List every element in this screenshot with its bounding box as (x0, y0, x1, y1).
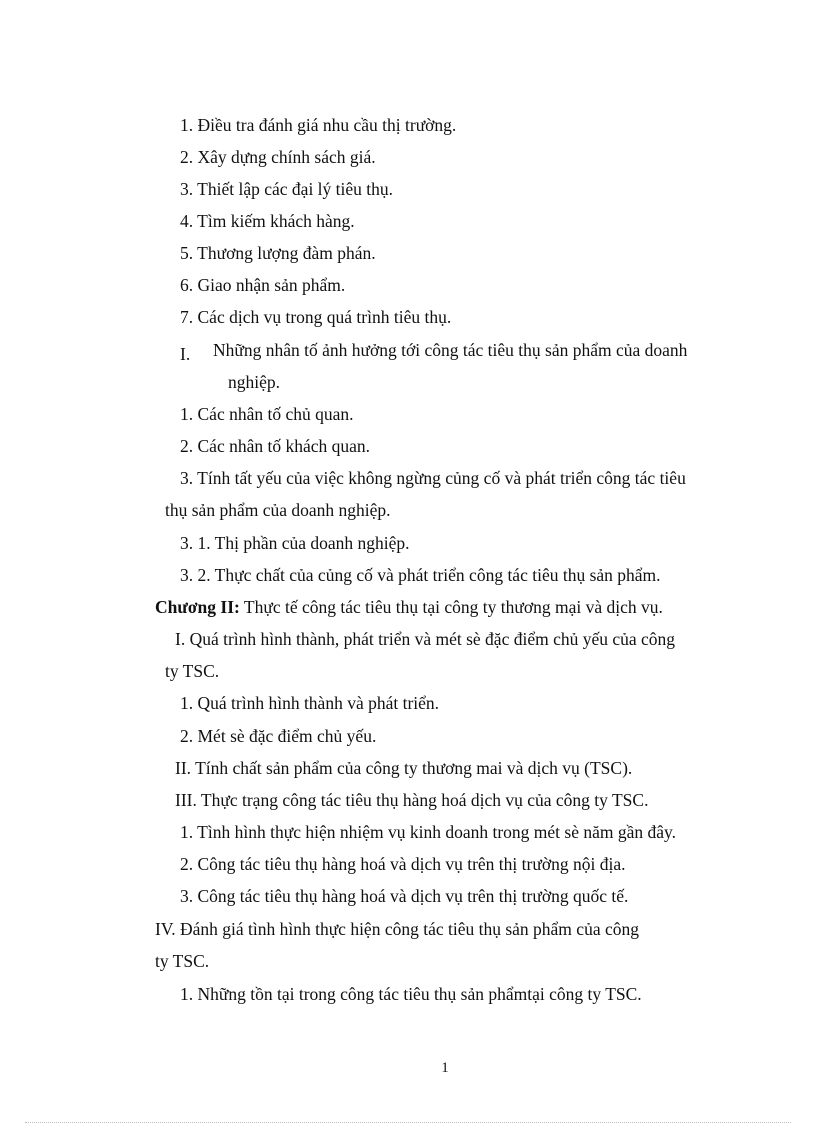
toc-item: 5. Thương lượng đàm phán. (180, 243, 376, 263)
toc-item: 2. Xây dựng chính sách giá. (180, 147, 376, 167)
section-heading: III. Thực trạng công tác tiêu thụ hàng hoá dịch vụ của công ty TSC. (175, 790, 649, 810)
section-heading: I. Quá trình hình thành, phát triển và mét sè đặc điểm chủ yếu của công (175, 629, 676, 649)
section-heading: IV. Đánh giá tình hình thực hiện công tác tiêu thụ sản phẩm của công (155, 919, 639, 939)
section-heading-continued: ty TSC. (165, 661, 220, 681)
toc-subitem: 3. 2. Thực chất của củng cố và phát triển công tác tiêu thụ sản phẩm. (180, 565, 661, 585)
toc-item: 3. Tính tất yếu của việc không ngừng củng cố và phát triển công tác tiêu (180, 468, 686, 488)
toc-item: 6. Giao nhận sản phẩm. (180, 275, 346, 295)
toc-item: 1. Tình hình thực hiện nhiệm vụ kinh doanh trong mét sè năm gần đây. (180, 822, 676, 842)
section-heading-continued: nghiệp. (228, 372, 281, 392)
section-heading-continued: ty TSC. (155, 951, 210, 971)
section-label: I. (180, 344, 191, 364)
toc-item: 1. Quá trình hình thành và phát triển. (180, 693, 440, 713)
toc-item: 3. Công tác tiêu thụ hàng hoá và dịch vụ trên thị trường quốc tế. (180, 886, 629, 906)
toc-item: 1. Những tồn tại trong công tác tiêu thụ sản phẩmtại công ty TSC. (180, 984, 642, 1004)
chapter-heading (155, 599, 663, 617)
toc-item: 4. Tìm kiếm khách hàng. (180, 211, 355, 231)
toc-item: 1. Điều tra đánh giá nhu cầu thị trường. (180, 115, 457, 135)
toc-item-continued: thụ sản phẩm của doanh nghiệp. (165, 500, 391, 520)
toc-item: 2. Các nhân tố khách quan. (180, 436, 371, 456)
chapter-label: Chương II: (155, 597, 240, 617)
section-heading: Những nhân tố ảnh hưởng tới công tác tiêu thụ sản phẩm của doanh (213, 340, 688, 360)
section-heading: II. Tính chất sản phẩm của công ty thương mai và dịch vụ (TSC). (175, 758, 633, 778)
toc-item: 2. Công tác tiêu thụ hàng hoá và dịch vụ trên thị trường nội địa. (180, 854, 626, 874)
toc-item: 7. Các dịch vụ trong quá trình tiêu thụ. (180, 307, 452, 327)
toc-subitem: 3. 1. Thị phần của doanh nghiệp. (180, 533, 410, 553)
toc-item: 2. Mét sè đặc điểm chủ yếu. (180, 726, 377, 746)
page-number: 1 (441, 1060, 449, 1076)
toc-item: 3. Thiết lập các đại lý tiêu thụ. (180, 179, 394, 199)
chapter-title: Thực tế công tác tiêu thụ tại công ty thương mại và dịch vụ. (239, 597, 663, 617)
toc-item: 1. Các nhân tố chủ quan. (180, 404, 354, 424)
